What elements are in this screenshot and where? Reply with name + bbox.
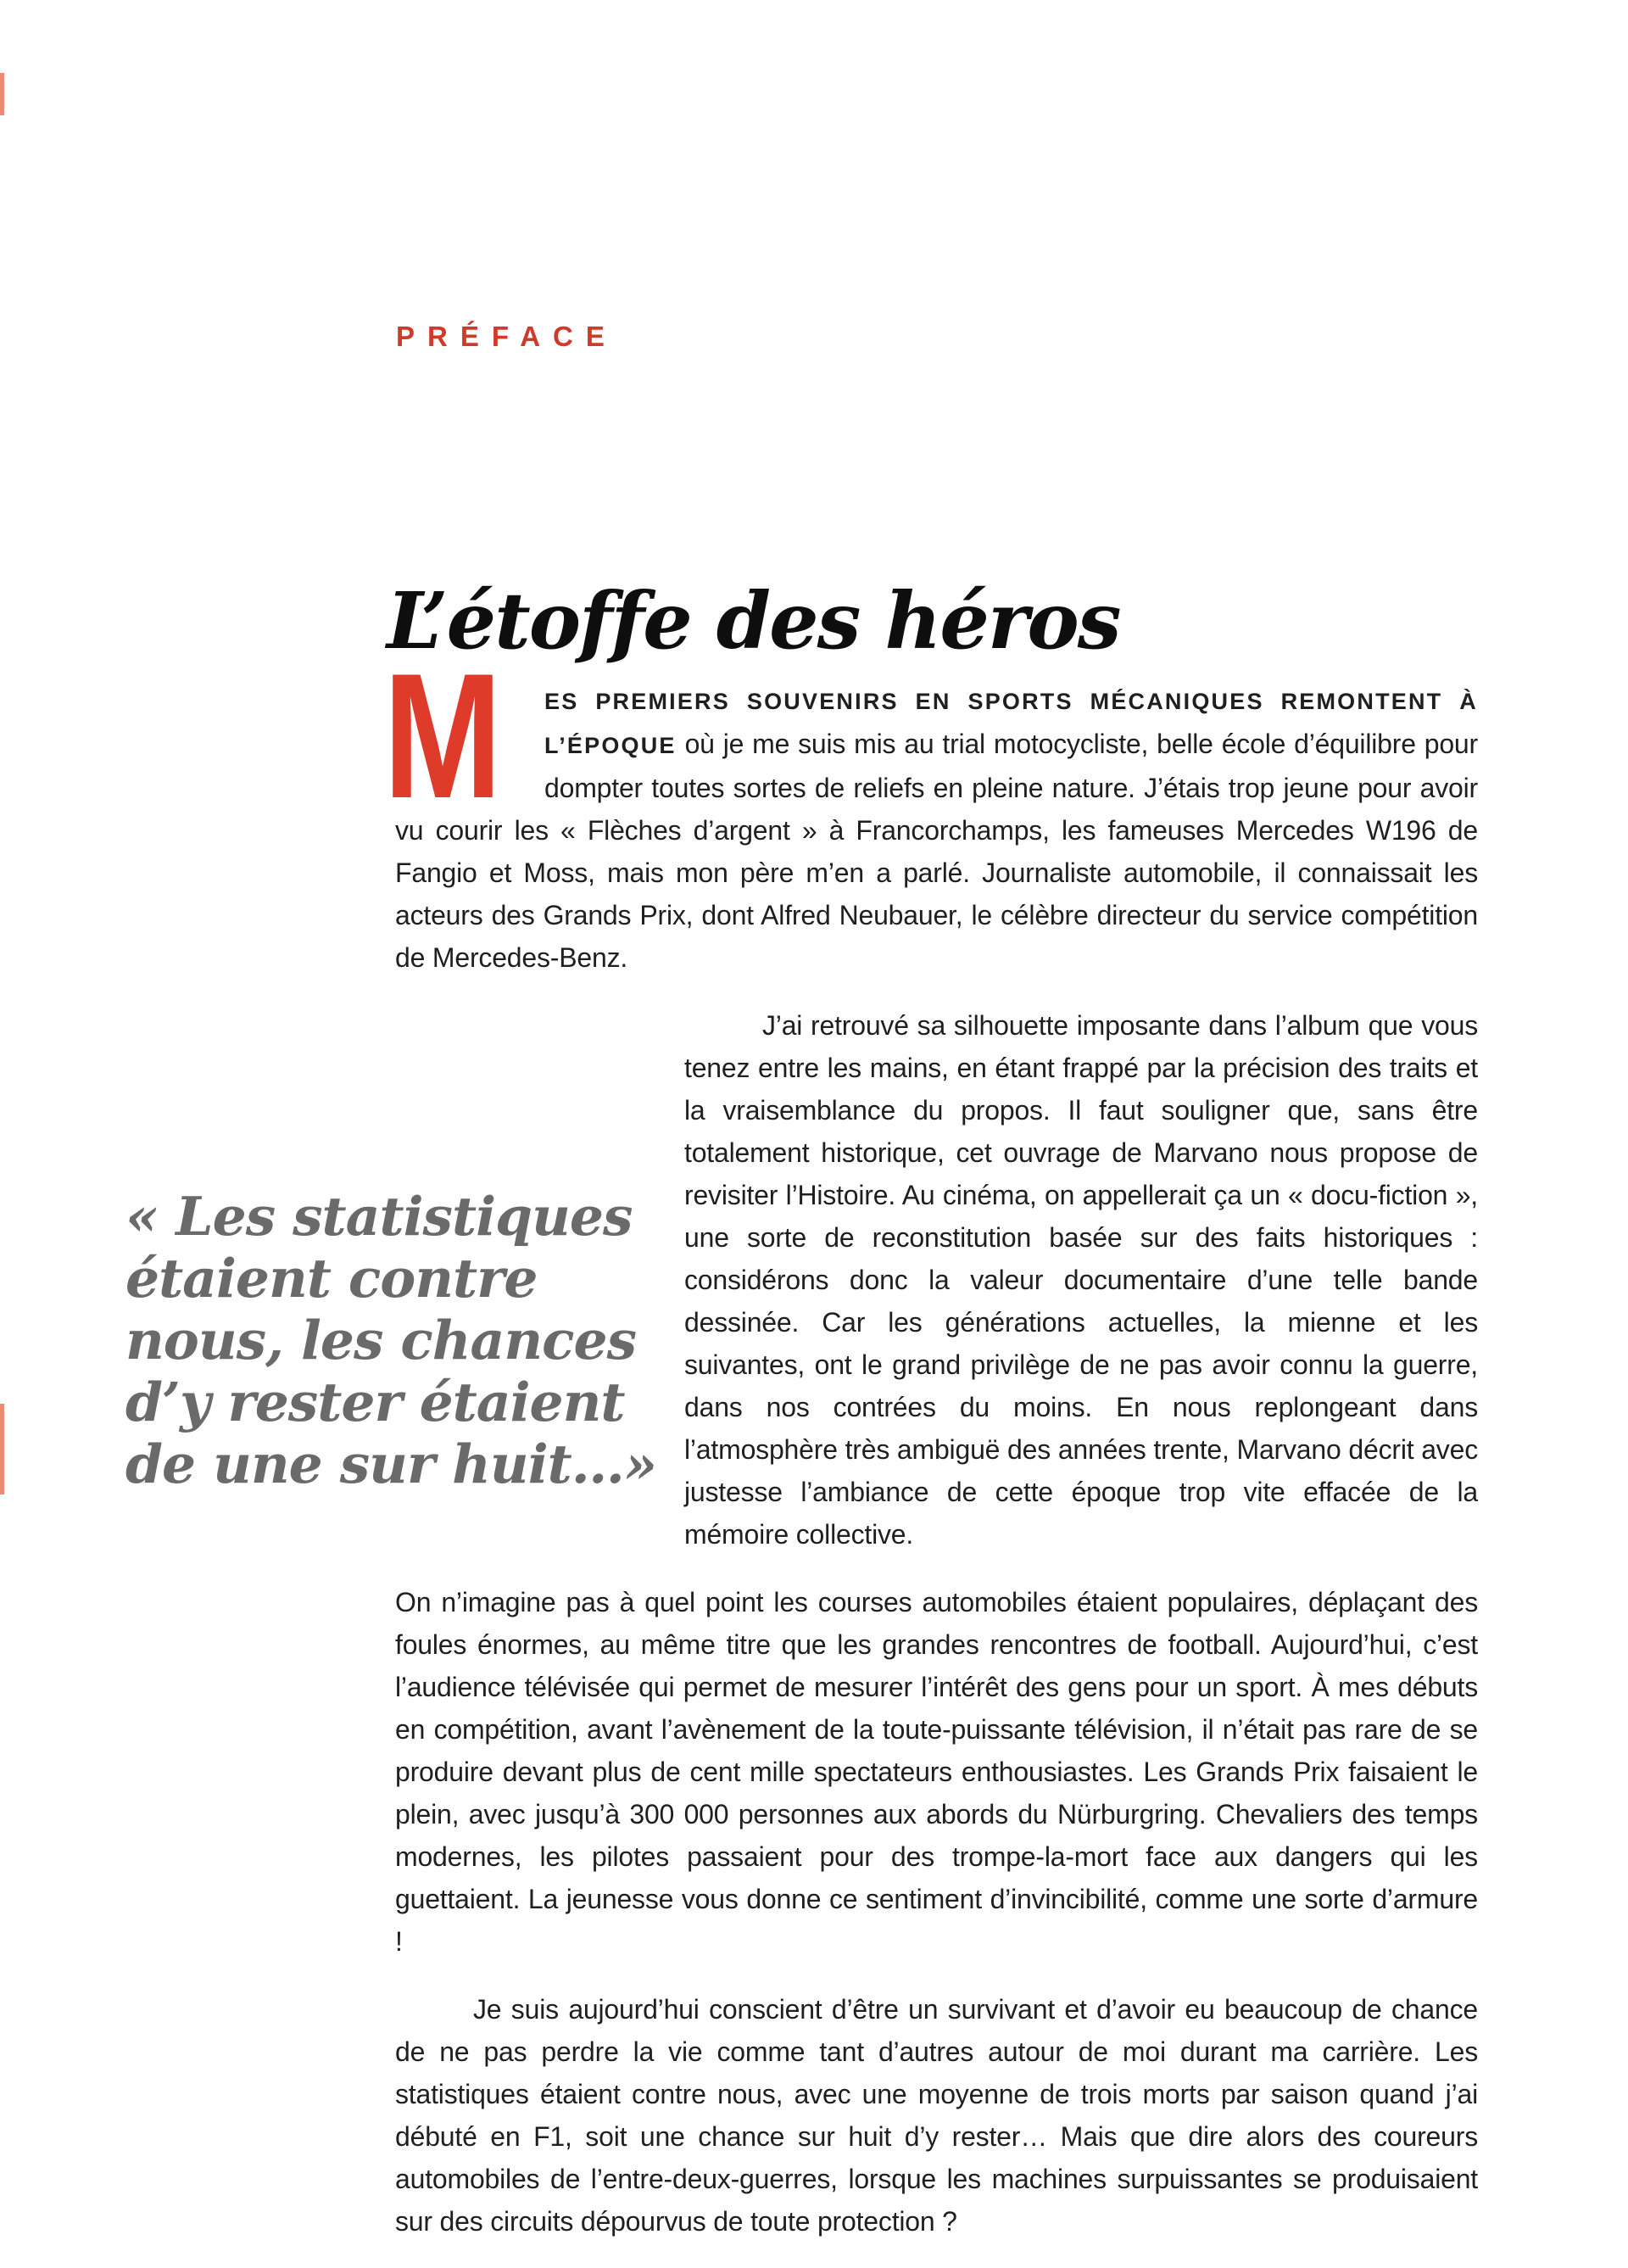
paragraph-3: On n’imagine pas à quel point les courses automobiles étaient populaires, déplaçant des foules énormes, au même titre que les grandes rencontres de football. Aujourd’hui, c’est l’audience télévisée qui permet de mesurer l’intérêt des gens pour un sport. À mes débuts en compétition, avant l’avènement de la toute-puissante télévision, il n’était pas rare de se produire devant plus de cent mille spectateurs enthousiastes. Les Grands Prix faisaient le plein, avec jusqu’à 300 000 personnes aux abords du Nürburgring. Chevaliers des temps modernes, les pilotes passaient pour des trompe-la-mort face aux dangers qui les guettaient. La jeunesse vous donne ce sentiment d’invincibilité, comme une sorte d’armure ! (395, 1587, 1478, 1957)
pullquote-line: nous, les chances (125, 1309, 637, 1371)
paragraph-4: Je suis aujourd’hui conscient d’être un survivant et d’avoir eu beaucoup de chance de ne pas perdre la vie comme tant d’autres autour de moi durant ma carrière. Les statistiques étaient contre nous, avec une moyenne de trois morts par saison quand j’ai débuté en F1, soit une chance sur huit d’y rester… Mais que dire alors des coureurs automobiles de l’entre-deux-guerres, lorsque les machines surpuissantes se produisaient sur des circuits dépourvus de toute protection ? (395, 1994, 1478, 2237)
pullquote-line: de une sur huit…» (125, 1433, 657, 1495)
page-edge-mark-middle (0, 1404, 4, 1494)
dropcap-spacer (395, 679, 544, 804)
section-kicker: PRÉFACE (396, 321, 617, 352)
pullquote-line: étaient contre (125, 1247, 538, 1310)
pullquote-line: d’y rester étaient (125, 1371, 625, 1433)
paragraph-1 (395, 679, 1478, 979)
chapter-title: L’étoffe des héros (387, 575, 1120, 667)
paragraph-2: J’ai retrouvé sa silhouette imposante dans l’album que vous tenez entre les mains, en étant frappé par la précision des traits et la vraisemblance du propos. Il faut souligner que, sans être totalement historique, cet ouvrage de Marvano nous propose de revisiter l’Histoire. Au cinéma, on appellerait ça un « docu-fiction », une sorte de reconstitution basée sur des faits historiques : considérons donc la valeur documentaire d’une telle bande dessinée. Car les générations actuelles, la mienne et les suivantes, ont le grand privilège de ne pas avoir connu la guerre, dans nos contrées du moins. En nous replongeant dans l’atmosphère très ambiguë des années trente, Marvano décrit avec justesse l’ambiance de cette époque trop vite effacée de la mémoire collective. (684, 1010, 1478, 1550)
dropcap-letter: M (383, 636, 502, 835)
pullquote-line: « Les statistiques (125, 1185, 633, 1248)
opening-smallcaps: ES PREMIERS SOUVENIRS EN SPORTS MÉCANIQUES REMONTENT À L’ÉPOQUE (544, 689, 1478, 758)
pullquote (125, 1186, 656, 1495)
paragraph-1-text: où je me suis mis au trial motocycliste, belle école d’équilibre pour dompter toutes sortes de reliefs en pleine nature. J’étais trop jeune pour avoir vu courir les « Flèches d’argent » à Francorchamps, les fameuses Mercedes W196 de Fangio et Moss, mais mon père m’en a parlé. Journaliste automobile, il connaissait les acteurs des Grands Prix, dont Alfred Neubauer, le célèbre directeur du service compétition de Mercedes-Benz. (395, 729, 1478, 973)
page-edge-mark-top (0, 73, 4, 115)
